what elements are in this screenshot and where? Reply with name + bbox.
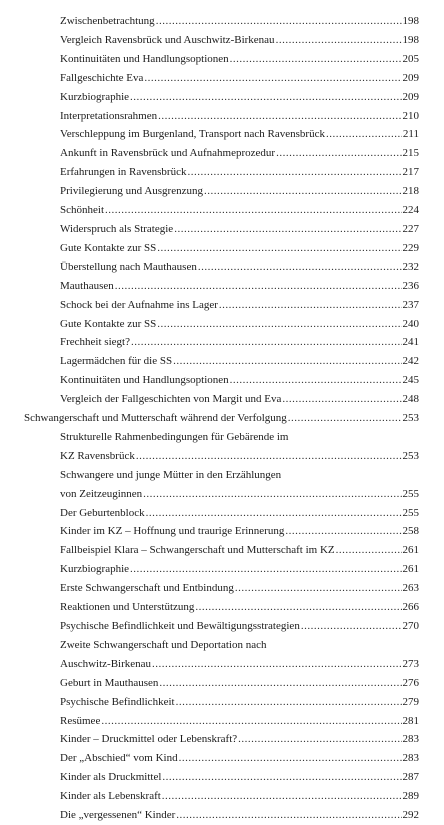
toc-section-entry: [60, 560, 419, 579]
toc-section-entry: [60, 617, 419, 636]
toc-page-number: 217: [402, 166, 419, 179]
toc-section-entry: [60, 352, 419, 371]
dot-leader: [162, 768, 401, 787]
toc-section-entry: [60, 636, 419, 674]
dot-leader: [131, 333, 402, 352]
toc-page-number: 229: [402, 241, 419, 254]
toc-entry-title: Schönheit: [60, 204, 104, 217]
toc-section-entry: [60, 69, 419, 88]
dot-leader: [326, 125, 402, 144]
dot-leader: [288, 409, 402, 428]
toc-section-entry: [60, 390, 419, 409]
toc-section-entry: [60, 315, 419, 334]
toc-entry-title: Frechheit siegt?: [60, 336, 130, 349]
toc-entry-title: Ankunft in Ravensbrück und Aufnahmeprozedur: [60, 147, 276, 160]
toc-page-number: 211: [402, 128, 419, 141]
toc-section-entry: [60, 522, 419, 541]
dot-leader: [174, 220, 401, 239]
toc-page-number: 263: [402, 582, 419, 595]
toc-entry-title: Überstellung nach Mauthausen: [60, 260, 197, 273]
dot-leader: [238, 730, 401, 749]
dot-leader: [230, 371, 402, 390]
toc-page-number: 279: [402, 695, 419, 708]
toc-entry-title: Kontinuitäten und Handlungsoptionen: [60, 374, 229, 387]
toc-section-entry: [60, 182, 419, 201]
dot-leader: [204, 182, 402, 201]
toc-page-number: 273: [402, 657, 419, 670]
toc-section-entry: [60, 220, 419, 239]
toc-page-number: 261: [402, 544, 419, 557]
toc-entry-title: Lagermädchen für die SS: [60, 355, 173, 368]
toc-page-number: 237: [402, 298, 419, 311]
table-of-contents: [0, 12, 444, 825]
toc-page-number: 224: [402, 204, 419, 217]
toc-page-number: 210: [402, 109, 419, 122]
toc-entry-title: Schock bei der Aufnahme ins Lager: [60, 298, 218, 311]
toc-page-number: 215: [402, 147, 419, 160]
toc-entry-title: Fallbeispiel Klara – Schwangerschaft und Mutterschaft im KZ: [60, 544, 335, 557]
toc-page-number: 227: [402, 222, 419, 235]
toc-page-number: 232: [402, 260, 419, 273]
toc-entry-title: Interpretationsrahmen: [60, 109, 158, 122]
dot-leader: [158, 107, 401, 126]
dot-leader: [130, 560, 401, 579]
dot-leader: [146, 504, 402, 523]
toc-entry-title: Die „vergessenen“ Kinder: [60, 809, 176, 822]
toc-entry-title: Privilegierung und Ausgrenzung: [60, 185, 203, 198]
toc-page-number: 198: [402, 15, 419, 27]
toc-page-number: 198: [402, 33, 419, 46]
toc-page-number: 236: [402, 279, 419, 292]
toc-section-entry: [60, 674, 419, 693]
toc-section-entry: [60, 541, 419, 560]
toc-entry-title: Resümee: [60, 714, 101, 727]
toc-entry-title: Kurzbiographie: [60, 90, 130, 103]
toc-entry-title: von Zeitzeuginnen: [60, 487, 143, 500]
toc-entry-title-line: Strukturelle Rahmenbedingungen für Gebärende im: [60, 430, 289, 443]
dot-leader: [157, 315, 401, 334]
toc-page-number: 253: [402, 412, 419, 425]
dot-leader: [179, 749, 402, 768]
toc-entry-title: Kurzbiographie: [60, 563, 130, 576]
toc-entry-title: Kinder als Lebenskraft: [60, 790, 161, 803]
toc-entry-title: Psychische Befindlichkeit und Bewältigungsstrategien: [60, 620, 300, 632]
toc-section-entry: [60, 12, 419, 31]
dot-leader: [143, 485, 401, 504]
dot-leader: [276, 144, 401, 163]
dot-leader: [144, 69, 401, 88]
toc-section-entry: [60, 371, 419, 390]
toc-section-entry: [60, 125, 419, 144]
toc-page-number: 253: [402, 449, 419, 462]
dot-leader: [115, 277, 402, 296]
toc-page-number: 242: [402, 355, 419, 368]
toc-section-entry: [60, 88, 419, 107]
toc-section-entry: [60, 806, 419, 825]
dot-leader: [176, 693, 402, 712]
toc-section-entry: [60, 579, 419, 598]
toc-entry-title: Gute Kontakte zur SS: [60, 241, 157, 254]
toc-page-number: 218: [402, 185, 419, 198]
toc-section-entry: [60, 466, 419, 504]
dot-leader: [230, 50, 402, 69]
dot-leader: [235, 579, 402, 598]
toc-entry-title: Fallgeschichte Eva: [60, 71, 144, 84]
toc-entry-title-line: Schwangere und junge Mütter in den Erzählungen: [60, 468, 282, 481]
dot-leader: [173, 352, 401, 371]
toc-page-number: 270: [402, 620, 419, 632]
toc-page-number: 205: [402, 52, 419, 65]
toc-section-entry: [60, 258, 419, 277]
toc-section-entry: [60, 333, 419, 352]
toc-entry-title: Kinder im KZ – Hoffnung und traurige Erinnerung: [60, 525, 285, 538]
toc-page-number: 255: [402, 506, 419, 519]
toc-section-entry: [60, 296, 419, 315]
toc-entry-title: Vergleich Ravensbrück und Auschwitz-Birkenau: [60, 33, 275, 46]
dot-leader: [187, 163, 401, 182]
toc-page-number: 283: [402, 752, 419, 765]
dot-leader: [195, 598, 401, 617]
toc-entry-title: Verschleppung im Burgenland, Transport nach Ravensbrück: [60, 128, 325, 141]
dot-leader: [136, 447, 402, 466]
toc-section-entry: [60, 277, 419, 296]
toc-section-entry: [60, 749, 419, 768]
toc-page-number: 209: [402, 71, 419, 84]
toc-section-entry: [60, 504, 419, 523]
toc-section-entry: [60, 768, 419, 787]
dot-leader: [156, 12, 402, 31]
toc-entry-title: Kontinuitäten und Handlungsoptionen: [60, 52, 229, 65]
toc-page-number: 241: [402, 336, 419, 349]
toc-section-entry: [60, 163, 419, 182]
toc-entry-title: Kinder als Druckmittel: [60, 771, 162, 784]
toc-entry-title: Mauthausen: [60, 279, 114, 292]
toc-entry-title: Widerspruch als Strategie: [60, 222, 174, 235]
toc-entry-title: Der Geburtenblock: [60, 506, 145, 519]
dot-leader: [105, 201, 402, 220]
toc-page-number: 255: [402, 487, 419, 500]
toc-section-entry: [60, 107, 419, 126]
toc-entry-title: Vergleich der Fallgeschichten von Margit und Eva: [60, 393, 282, 406]
dot-leader: [176, 806, 401, 825]
toc-entry-title: KZ Ravensbrück: [60, 449, 135, 462]
dot-leader: [276, 31, 402, 50]
toc-section-entry: [60, 428, 419, 466]
toc-page-number: 276: [402, 676, 419, 689]
toc-page-number: 209: [402, 90, 419, 103]
toc-section-entry: [60, 31, 419, 50]
toc-section-entry: [60, 201, 419, 220]
toc-section-entry: [60, 50, 419, 69]
toc-page-number: 292: [402, 809, 419, 822]
toc-section-entry: [60, 693, 419, 712]
dot-leader: [336, 541, 402, 560]
toc-page-number: 240: [402, 317, 419, 330]
dot-leader: [130, 88, 401, 107]
toc-section-entry: [60, 730, 419, 749]
dot-leader: [282, 390, 401, 409]
toc-page-number: 281: [402, 714, 419, 727]
toc-section-entry: [60, 239, 419, 258]
toc-section-entry: [60, 144, 419, 163]
dot-leader: [301, 617, 402, 636]
dot-leader: [285, 522, 401, 541]
toc-page-number: 287: [402, 771, 419, 784]
toc-entry-title: Schwangerschaft und Mutterschaft während der Verfolgung: [24, 412, 287, 425]
toc-entry-title: Psychische Befindlichkeit: [60, 695, 175, 708]
toc-entry-title: Erfahrungen in Ravensbrück: [60, 166, 187, 179]
dot-leader: [219, 296, 402, 315]
toc-entry-title: Reaktionen und Unterstützung: [60, 601, 195, 614]
toc-page-number: 245: [402, 374, 419, 387]
toc-entry-title: Kinder – Druckmittel oder Lebenskraft?: [60, 733, 238, 746]
toc-entry-title: Zwischenbetrachtung: [60, 15, 155, 27]
toc-entry-title: Der „Abschied“ vom Kind: [60, 752, 178, 765]
dot-leader: [157, 239, 401, 258]
toc-entry-title-line: Zweite Schwangerschaft und Deportation nach: [60, 638, 267, 651]
toc-chapter-entry: [24, 409, 419, 428]
toc-section-entry: [60, 787, 419, 806]
dot-leader: [162, 787, 402, 806]
toc-page-number: 289: [402, 790, 419, 803]
toc-page-number: 266: [402, 601, 419, 614]
toc-page-number: 261: [402, 563, 419, 576]
toc-entry-title: Auschwitz-Birkenau: [60, 657, 152, 670]
dot-leader: [152, 655, 401, 674]
dot-leader: [159, 674, 401, 693]
toc-entry-title: Geburt in Mauthausen: [60, 676, 159, 689]
toc-entry-title: Erste Schwangerschaft und Entbindung: [60, 582, 234, 595]
toc-section-entry: [60, 598, 419, 617]
toc-page-number: 283: [402, 733, 419, 746]
toc-page-number: 258: [402, 525, 419, 538]
toc-page-number: 248: [402, 393, 419, 406]
toc-entry-title: Gute Kontakte zur SS: [60, 317, 157, 330]
dot-leader: [198, 258, 402, 277]
